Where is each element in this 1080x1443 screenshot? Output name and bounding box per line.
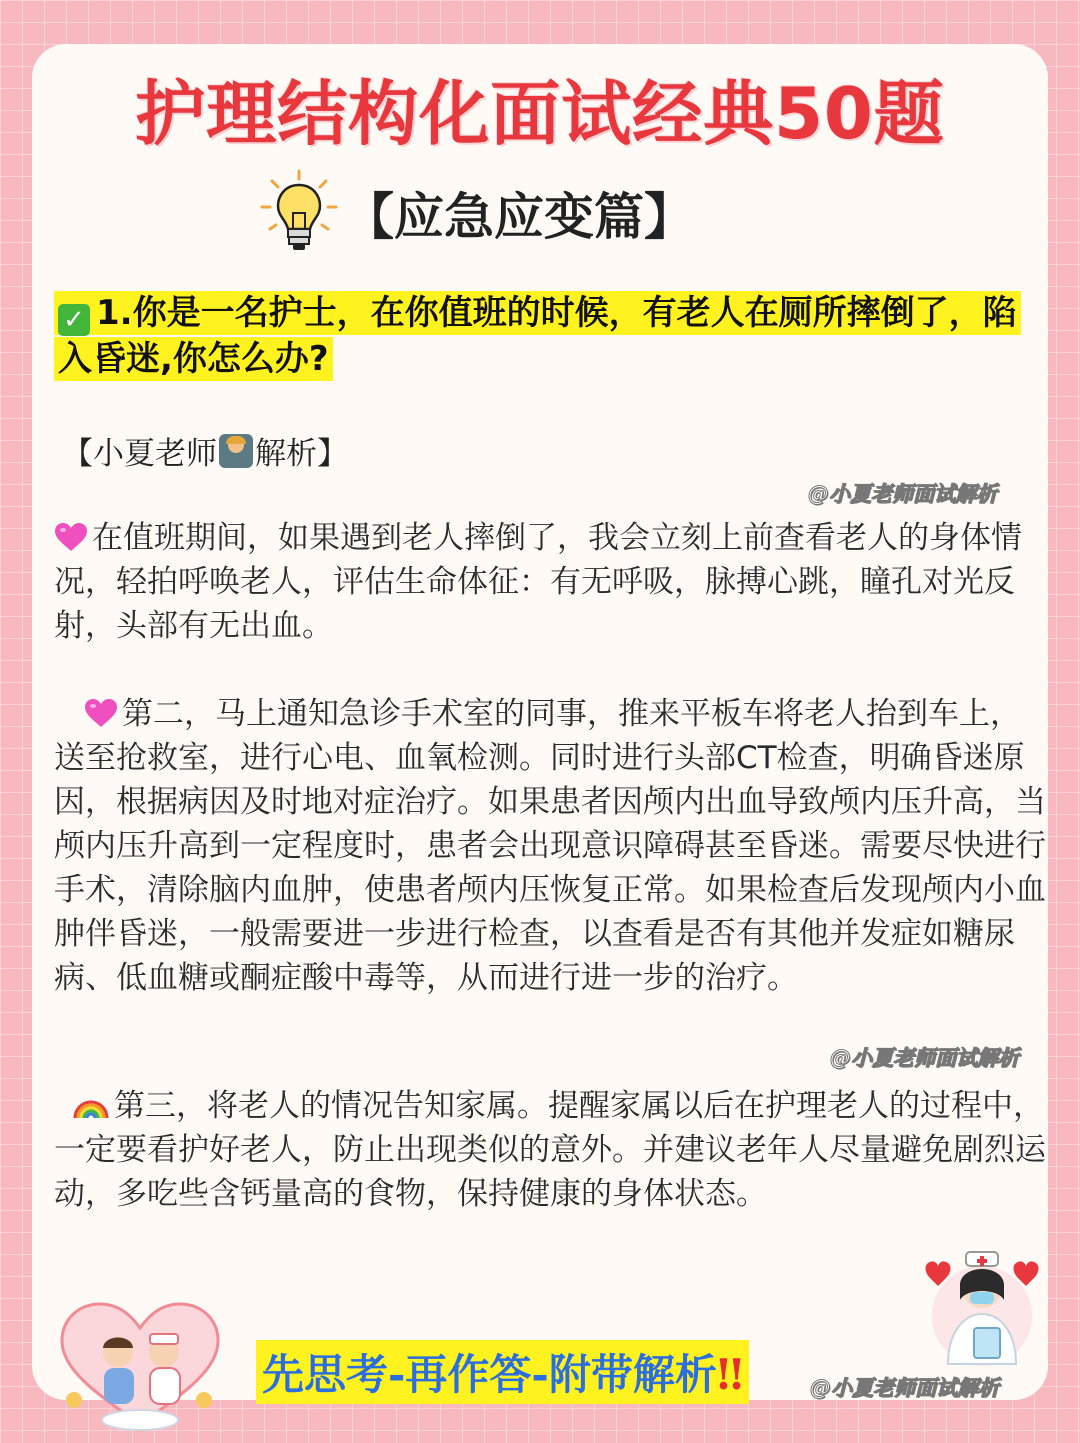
bottom-banner-text: 先思考-再作答-附带解析 (262, 1350, 717, 1399)
answer-paragraph-3 (54, 1084, 1048, 1216)
watermark-1: @小夏老师面试解析 (808, 482, 997, 506)
question-block (54, 290, 1034, 382)
check-icon: ✓ (58, 304, 90, 336)
analysis-label (62, 428, 348, 473)
watermark-3: @小夏老师面试解析 (810, 1376, 999, 1400)
answer-text-2: 第二，马上通知急诊手术室的同事，推来平板车将老人抬到车上，送至抢救室，进行心电、血氧检测。同时进行头部CT检查，明确昏迷原因，根据病因及时地对症治疗。如果患者因颅内出血导致颅内压升高，当颅内压升高到一定程度时，患者会出现意识障碍甚至昏迷。需要尽快进行手术，清除脑内血肿，使患者颅内压恢复正常。如果检查后发现颅内小血肿伴昏迷，一般需要进一步进行检查，以查看是否有其他并发症如糖尿病、低血糖或酮症酸中毒等，从而进行进一步的治疗。 (54, 696, 1046, 996)
rainbow-icon (72, 1090, 110, 1120)
watermark-2: @小夏老师面试解析 (830, 1046, 1019, 1070)
answer-text-1: 在值班期间，如果遇到老人摔倒了，我会立刻上前查看老人的身体情况，轻拍呼唤老人，评估生命体征：有无呼吸，脉搏心跳，瞳孔对光反射，头部有无出血。 (54, 520, 1022, 644)
answer-text-3: 第三，将老人的情况告知家属。提醒家属以后在护理老人的过程中，一定要看护好老人，防止出现类似的意外。并建议老年人尽量避免剧烈运动，多吃些含钙量高的食物，保持健康的身体状态。 (54, 1088, 1046, 1212)
heart-icon (54, 522, 88, 552)
analysis-label-prefix: 【小夏老师 (62, 436, 217, 472)
nurse-illustration (918, 1244, 1046, 1368)
subtitle-row (260, 168, 694, 258)
heart-icon (84, 698, 118, 728)
nurse-couple-illustration (52, 1296, 228, 1436)
analysis-label-suffix: 解析】 (255, 436, 348, 472)
bottom-banner (256, 1340, 749, 1404)
answer-paragraph-2 (54, 692, 1048, 1000)
teacher-icon (219, 434, 253, 468)
question-text: 1.你是一名护士，在你值班的时候，有老人在厕所摔倒了，陷入昏迷,你怎么办? (58, 293, 1017, 379)
double-exclamation-icon: ‼ (716, 1350, 744, 1399)
section-subtitle: 【应急应变篇】 (344, 188, 694, 246)
lightbulb-icon (260, 169, 338, 257)
answer-paragraph-1 (54, 516, 1048, 648)
page-title: 护理结构化面试经典50题 (135, 73, 945, 155)
